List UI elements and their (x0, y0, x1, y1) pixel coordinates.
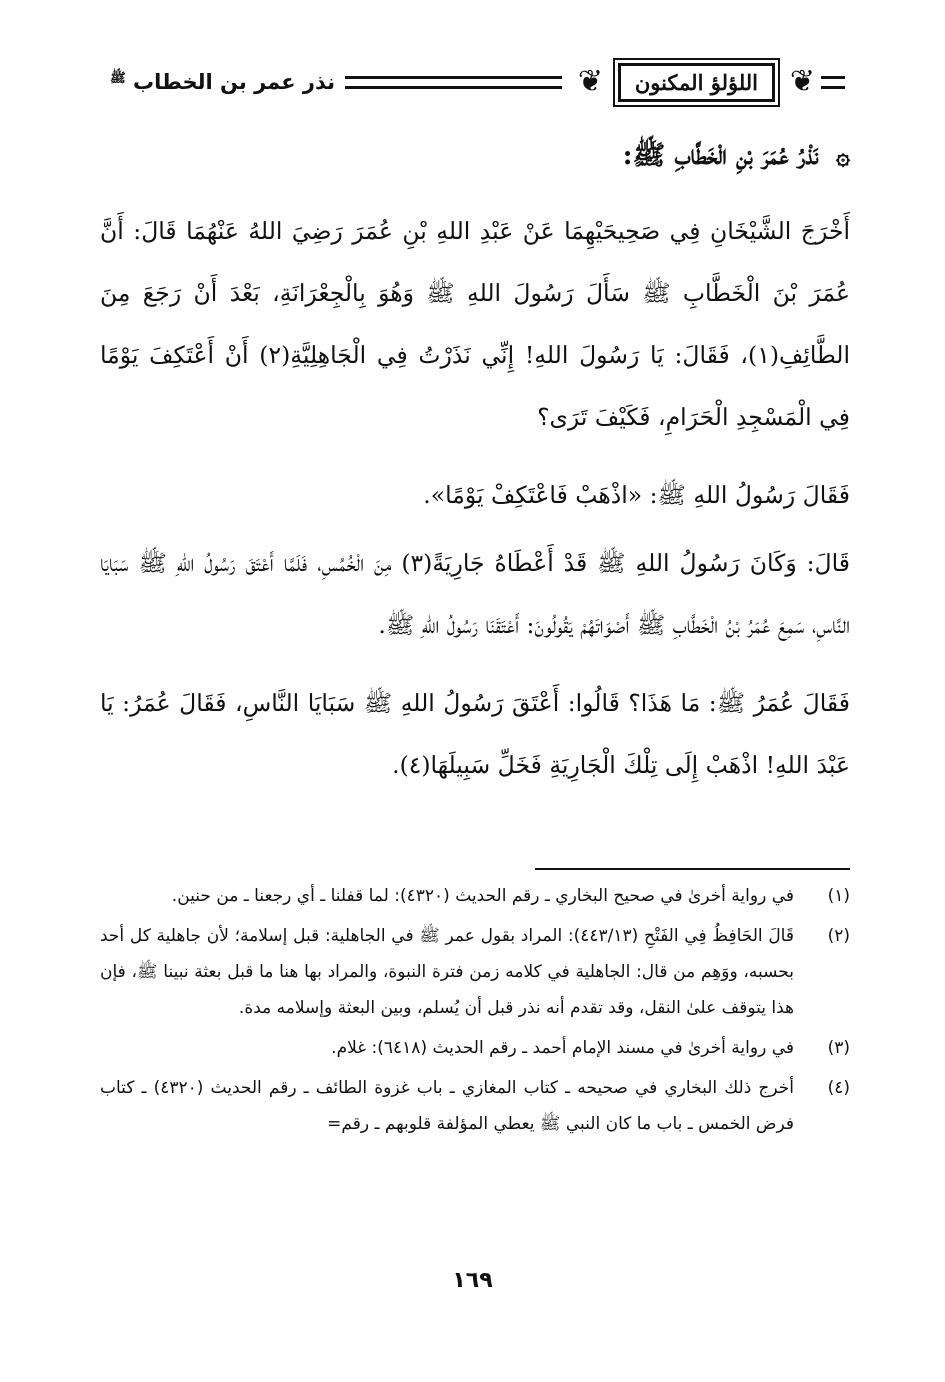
book-title: اللؤلؤ المكنون (618, 63, 775, 102)
paragraph: فَقَالَ عُمَرُ ﷺ: مَا هَذَا؟ قَالُوا: أَعْتَقَ رَسُولُ اللهِ ﷺ سَبَايَا النَّاسِ، فَقَالَ عُمَرُ: يَا عَبْدَ اللهِ! اذْهَبْ إِلَى تِلْكَ الْجَارِيَةِ فَخَلِّ سَبِيلَهَا(٤). (100, 689, 850, 779)
footnote-separator (535, 868, 850, 870)
header-rule-middle (345, 76, 562, 89)
flower-bullet-icon: ۞ (835, 141, 850, 170)
section-heading-text: نَذْرُ عُمَرَ بْنِ الْخَطَّابِ ﷺ: (622, 140, 819, 171)
footnote-text: في رواية أخرىٰ في صحيح البخاري ـ رقم الحديث (٤٣٢٠): لما قفلنا ـ أي رجعنا ـ من حنين. (171, 886, 794, 906)
footnote (100, 918, 850, 1026)
footnote-text: أخرج ذلك البخاري في صحيحه ـ كتاب المغازي ـ باب غزوة الطائف ـ رقم الحديث (٤٣٢٠) ـ كتاب فرض الخمس ـ باب ما كان النبي ﷺ يعطي المؤلفة قلوبهم ـ رقم= (100, 1078, 795, 1134)
paragraph: أَخْرَجَ الشَّيْخَانِ فِي صَحِيحَيْهِمَا عَنْ عَبْدِ اللهِ بْنِ عُمَرَ رَضِيَ اللهُ عَنْهُمَا قَالَ: أَنَّ عُمَرَ بْنَ الْخَطَّابِ ﷺ سَأَلَ رَسُولَ اللهِ ﷺ وَهُوَ بِالْجِعْرَانَةِ، بَعْدَ أَنْ رَجَعَ مِنَ الطَّائِفِ(١)، فَقَالَ: يَا رَسُولَ اللهِ! إِنِّي نَذَرْتُ فِي الْجَاهِلِيَّةِ(٢) أَنْ أَعْتَكِفَ يَوْمًا فِي الْمَسْجِدِ الْحَرَامِ، فَكَيْفَ تَرَى؟ (100, 217, 850, 431)
footnote-number: (٢) (827, 926, 850, 946)
footnote (100, 1030, 850, 1066)
honorific-glyph: ﷺ (110, 71, 126, 86)
running-title (100, 70, 335, 94)
book-title-badge (572, 55, 821, 109)
footnote-text: قَالَ الحَافِظُ فِي الفَتْحِ (٤٤٣/١٣): المراد بقول عمر ﷺ في الجاهلية: قبل إسلامة؛ لأن جاهلية كل أحد بحسبه، ووَهِم من قال: الجاهلية في كلامه زمن فترة النبوة، والمراد بها هنا ما قبل بعثة نبينا ﷺ، فإن هذا يتوقف علىٰ النقل، وقد تقدم أنه نذر قبل أن يُسلم، وبين البعثة وإسلامه مدة. (100, 926, 794, 1018)
paragraph: قَالَ: وَكَانَ رَسُولُ اللهِ ﷺ قَدْ أَعْطَاهُ جَارِيَةً(٣) مِنَ الْخُمُسِ، فَلَمَّا أَعْتَقَ رَسُولُ اللهِ ﷺ سَبَايَا النَّاسِ، سَمِعَ عُمَرُ بْنُ الْخَطَّابِ ﷺ أَصْوَاتَهُمْ يَقُولُونَ: أَعْتَقَنَا رَسُولُ اللهِ ﷺ. (100, 549, 850, 639)
footnote-number: (٤) (827, 1078, 850, 1098)
header-rule-right (821, 76, 845, 89)
ornament-icon: ❦ (789, 64, 815, 99)
section-heading (100, 138, 850, 178)
footnote (100, 1070, 850, 1142)
footnote-text: في رواية أخرىٰ في مسند الإمام أحمد ـ رقم الحديث (٦٤١٨): غلام. (331, 1038, 794, 1058)
footnote-number: (١) (827, 886, 850, 906)
paragraph: فَقَالَ رَسُولُ اللهِ ﷺ: «اذْهَبْ فَاعْتَكِفْ يَوْمًا». (423, 481, 850, 509)
footnote (100, 878, 850, 914)
page-number: ١٦٩ (452, 1268, 493, 1293)
main-text (100, 200, 850, 812)
ornament-icon: ❦ (577, 64, 603, 99)
running-header (100, 52, 845, 112)
footnotes (100, 878, 850, 1146)
running-title-text: نذر عمر بن الخطاب (133, 70, 336, 94)
footnote-number: (٣) (827, 1038, 850, 1058)
